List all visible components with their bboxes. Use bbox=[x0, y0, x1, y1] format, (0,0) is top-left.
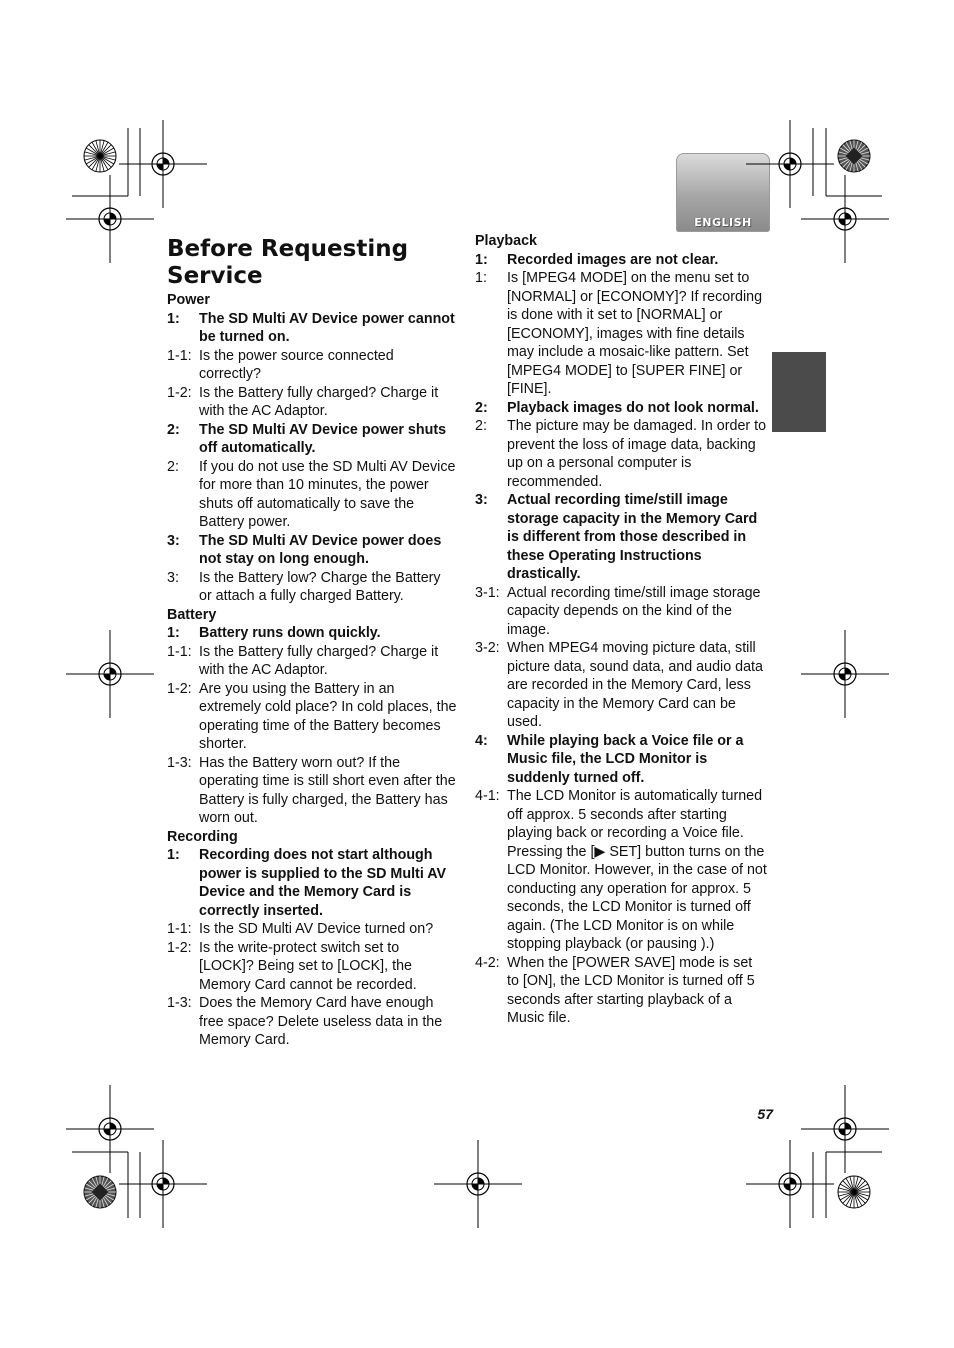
item-number: 1-2: bbox=[167, 939, 192, 956]
item-number: 1-1: bbox=[167, 921, 192, 937]
item-text: When MPEG4 moving picture data, still picture data, sound data, and audio data are recorded in the Memory Card, less capacity in the Memory Card can be used. bbox=[507, 640, 763, 730]
item-text: Playback images do not look normal. bbox=[507, 399, 759, 416]
item-number: 2: bbox=[475, 399, 488, 416]
starburst-mark bbox=[838, 1176, 870, 1208]
item-text: Actual recording time/still image storage capacity in the Memory Card is different from those described in these Operating Instructions drastically. bbox=[507, 492, 758, 582]
item-number: 1-1: bbox=[167, 643, 192, 660]
item-number: 1-2: bbox=[167, 384, 192, 401]
item-number: 1: bbox=[167, 310, 180, 327]
item-number: 1-3: bbox=[167, 995, 192, 1011]
crosshair-mark bbox=[119, 1140, 207, 1228]
crosshair-mark bbox=[119, 120, 207, 208]
item-text: Are you using the Battery in an extremely cold place? In cold places, the operating time of the Battery becomes shorter. bbox=[199, 680, 457, 752]
crosshair-mark bbox=[801, 175, 889, 263]
item-text: When the [POWER SAVE] mode is set to [ON], the LCD Monitor is turned off 5 seconds after starting playback of a Music file. bbox=[507, 954, 755, 1026]
item-number: 2: bbox=[475, 418, 487, 434]
language-tab-label: ENGLISH bbox=[694, 216, 752, 229]
item-number: 1-1: bbox=[167, 347, 192, 364]
item-number: 4-2: bbox=[475, 954, 500, 971]
crosshair-mark bbox=[66, 630, 154, 718]
crosshair-mark bbox=[746, 1140, 834, 1228]
item-text: Is the write-protect switch set to [LOCK]? Being set to [LOCK], the Memory Card cannot be recorded. bbox=[199, 939, 417, 993]
crosshair-mark bbox=[66, 1085, 154, 1173]
item-text: Has the Battery worn out? If the operating time is still short even after the Battery is fully charged, the Battery has worn out. bbox=[199, 754, 456, 826]
crosshair-mark bbox=[801, 630, 889, 718]
item-number: 3-2: bbox=[475, 640, 500, 656]
item-text: The SD Multi AV Device power does not stay on long enough. bbox=[199, 532, 442, 567]
item-number: 2: bbox=[167, 458, 179, 475]
item-text: Is the Battery fully charged? Charge it with the AC Adaptor. bbox=[199, 384, 439, 419]
item-text: Is the Battery fully charged? Charge it with the AC Adaptor. bbox=[199, 643, 439, 678]
item-text: Actual recording time/still image storage capacity depends on the kind of the image. bbox=[507, 584, 761, 638]
crosshair-mark bbox=[434, 1140, 522, 1228]
item-number: 1: bbox=[475, 270, 487, 286]
page-title: Before Requesting Service bbox=[167, 236, 409, 289]
starburst-mark bbox=[84, 140, 116, 172]
item-text: The SD Multi AV Device power shuts off automatically. bbox=[199, 421, 447, 456]
item-number: 3-1: bbox=[475, 584, 500, 601]
item-text: Recording does not start although power is supplied to the SD Multi AV Device and the Memory Card is correctly inserted. bbox=[199, 847, 447, 919]
item-text: The picture may be damaged. In order to prevent the loss of image data, backing up on a personal computer is recommended. bbox=[507, 418, 767, 490]
crosshair-mark bbox=[801, 1085, 889, 1173]
item-text: Is [MPEG4 MODE] on the menu set to [NORMAL] or [ECONOMY]? If recording is done with it set to [NORMAL] or [ECONOMY], images with fine details may include a mosaic-like pattern. Set [MPEG4 MODE] to [SUPER FINE] or [FINE]. bbox=[507, 270, 763, 397]
item-number: 3: bbox=[167, 569, 179, 586]
section-heading: Battery bbox=[167, 606, 217, 623]
item-text: Is the power source connected correctly? bbox=[199, 347, 394, 382]
item-text: Recorded images are not clear. bbox=[507, 251, 719, 268]
item-text: The LCD Monitor is automatically turned off approx. 5 seconds after starting playing back or recording a Voice file. Pressing the [▶ SET] button turns on the LCD Monitor. However, in the case of not conducting any operation for approx. 5 seconds, the LCD Monitor is turned off again. (The LCD Monitor is on while stopping playback (or pausing ).) bbox=[507, 788, 767, 952]
page-number: 57 bbox=[757, 1106, 773, 1122]
crosshair-mark bbox=[66, 175, 154, 263]
section-heading: Power bbox=[167, 292, 210, 308]
item-text: If you do not use the SD Multi AV Device for more than 10 minutes, the power shuts off automatically to save the Battery power. bbox=[199, 458, 456, 530]
item-number: 4: bbox=[475, 732, 488, 749]
starburst-mark bbox=[84, 1176, 116, 1208]
item-text: Is the Battery low? Charge the Battery or attach a fully charged Battery. bbox=[199, 569, 441, 604]
item-number: 1-3: bbox=[167, 754, 192, 771]
item-number: 4-1: bbox=[475, 788, 500, 804]
section-heading: Playback bbox=[475, 233, 537, 249]
item-text: Is the SD Multi AV Device turned on? bbox=[199, 921, 434, 937]
item-text: Battery runs down quickly. bbox=[199, 625, 381, 641]
starburst-mark bbox=[838, 140, 870, 172]
item-text: While playing back a Voice file or a Music file, the LCD Monitor is suddenly turned off. bbox=[507, 732, 744, 786]
item-number: 2: bbox=[167, 421, 180, 438]
item-text: Does the Memory Card have enough free space? Delete useless data in the Memory Card. bbox=[199, 995, 443, 1048]
item-number: 3: bbox=[167, 532, 180, 549]
crosshair-mark bbox=[746, 120, 834, 208]
item-number: 1: bbox=[167, 625, 180, 641]
item-number: 3: bbox=[475, 492, 488, 508]
item-number: 1: bbox=[167, 847, 180, 863]
section-heading: Recording bbox=[167, 828, 238, 845]
item-number: 1-2: bbox=[167, 680, 192, 697]
item-number: 1: bbox=[475, 251, 488, 268]
item-text: The SD Multi AV Device power cannot be turned on. bbox=[199, 310, 455, 345]
